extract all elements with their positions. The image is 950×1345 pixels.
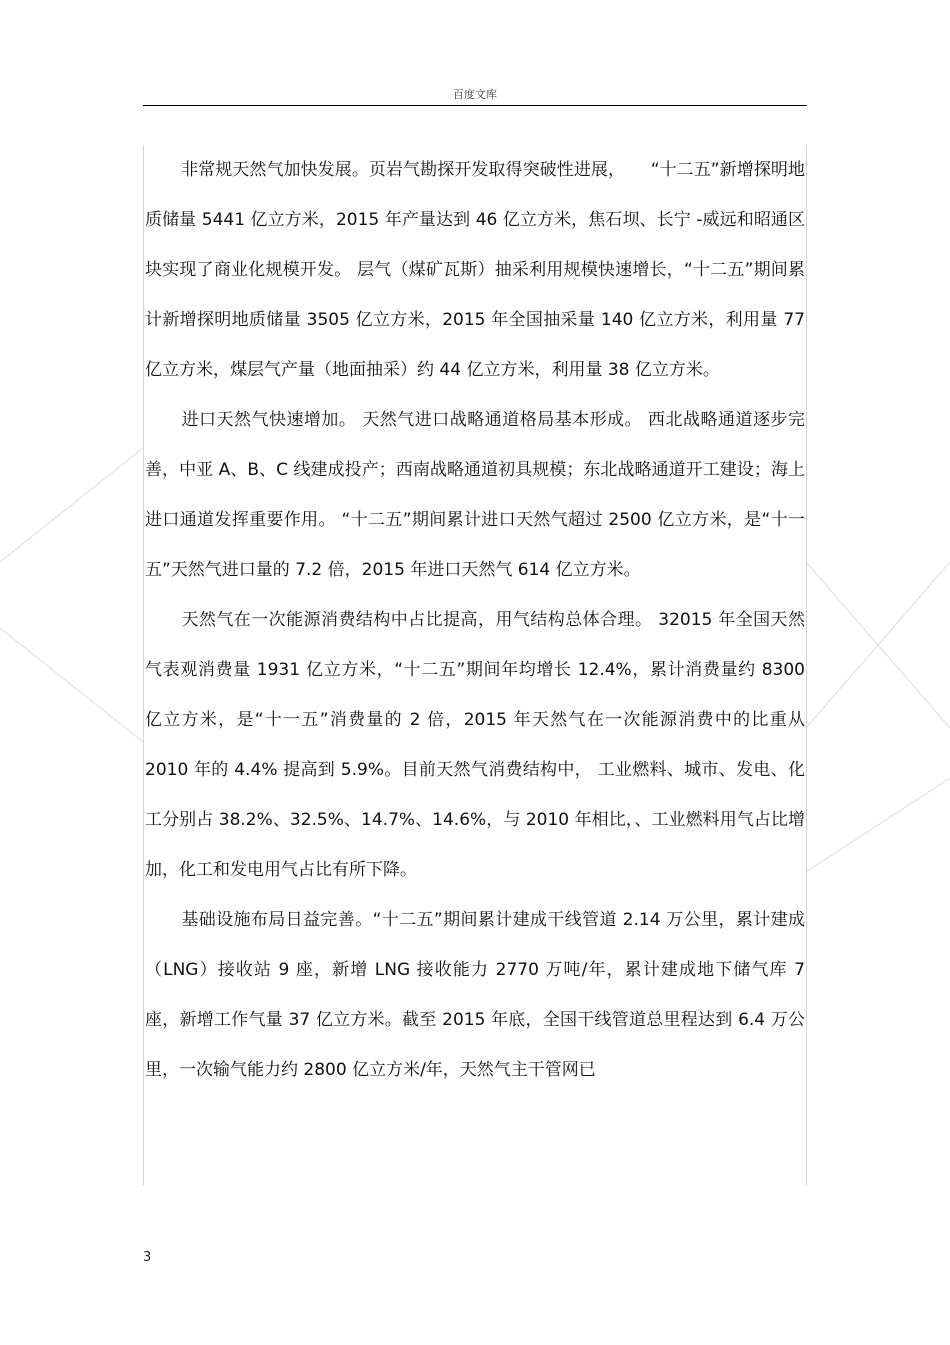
paragraph: 天然气在一次能源消费结构中占比提高，用气结构总体合理。 32015 年全国天然气表观消费量 1931 亿立方米，“十二五”期间年均增长 12.4%，累计消费量约 8300 亿立方米，是“十一五”消费量的 2 倍，2015 年天然气在一次能源消费中的比重从 2010 年的 4.4% 提高到 5.9%。目前天然气消费结构中， 工业燃料、城市、发电、化工分别占 38.2%、32.5%、14.7%、14.6%，与 2010 年相比，、工业燃料用气占比增加，化工和发电用气占比有所下降。 bbox=[145, 610, 805, 880]
paragraph: 进口天然气快速增加。 天然气进口战略通道格局基本形成。 西北战略通道逐步完善，中亚 A、B、C 线建成投产；西南战略通道初具规模；东北战略通道开工建设；海上进口通道发挥重要作用。 “十二五”期间累计进口天然气超过 2500 亿立方米，是“十一五”天然气进口量的 7.2 倍，2015 年进口天然气 614 亿立方米。 bbox=[145, 410, 805, 580]
paragraph: 非常规天然气加快发展。页岩气勘探开发取得突破性进展， “十二五”新增探明地质储量 5441 亿立方米，2015 年产量达到 46 亿立方米，焦石坝、长宁 -威远和昭通区块实现了商业化规模开发。 层气（煤矿瓦斯）抽采利用规模快速增长，“十二五”期间累计新增探明地质储量 3505 亿立方米，2015 年全国抽采量 140 亿立方米，利用量 77 亿立方米，煤层气产量（地面抽采）约 44 亿立方米，利用量 38 亿立方米。 bbox=[145, 160, 805, 380]
right-margin-line bbox=[806, 145, 807, 1185]
page-number: 3 bbox=[143, 1250, 152, 1265]
left-margin-line bbox=[143, 145, 144, 1185]
header-divider bbox=[143, 105, 807, 106]
document-body bbox=[145, 145, 805, 1095]
header-title: 百度文库 bbox=[453, 88, 497, 101]
paragraph: 基础设施布局日益完善。“十二五”期间累计建成干线管道 2.14 万公里，累计建成（LNG）接收站 9 座，新增 LNG 接收能力 2770 万吨/年，累计建成地下储气库 7 座，新增工作气量 37 亿立方米。截至 2015 年底，全国干线管道总里程达到 6.4 万公里，一次输气能力约 2800 亿立方米/年，天然气主干管网已 bbox=[145, 910, 805, 1080]
